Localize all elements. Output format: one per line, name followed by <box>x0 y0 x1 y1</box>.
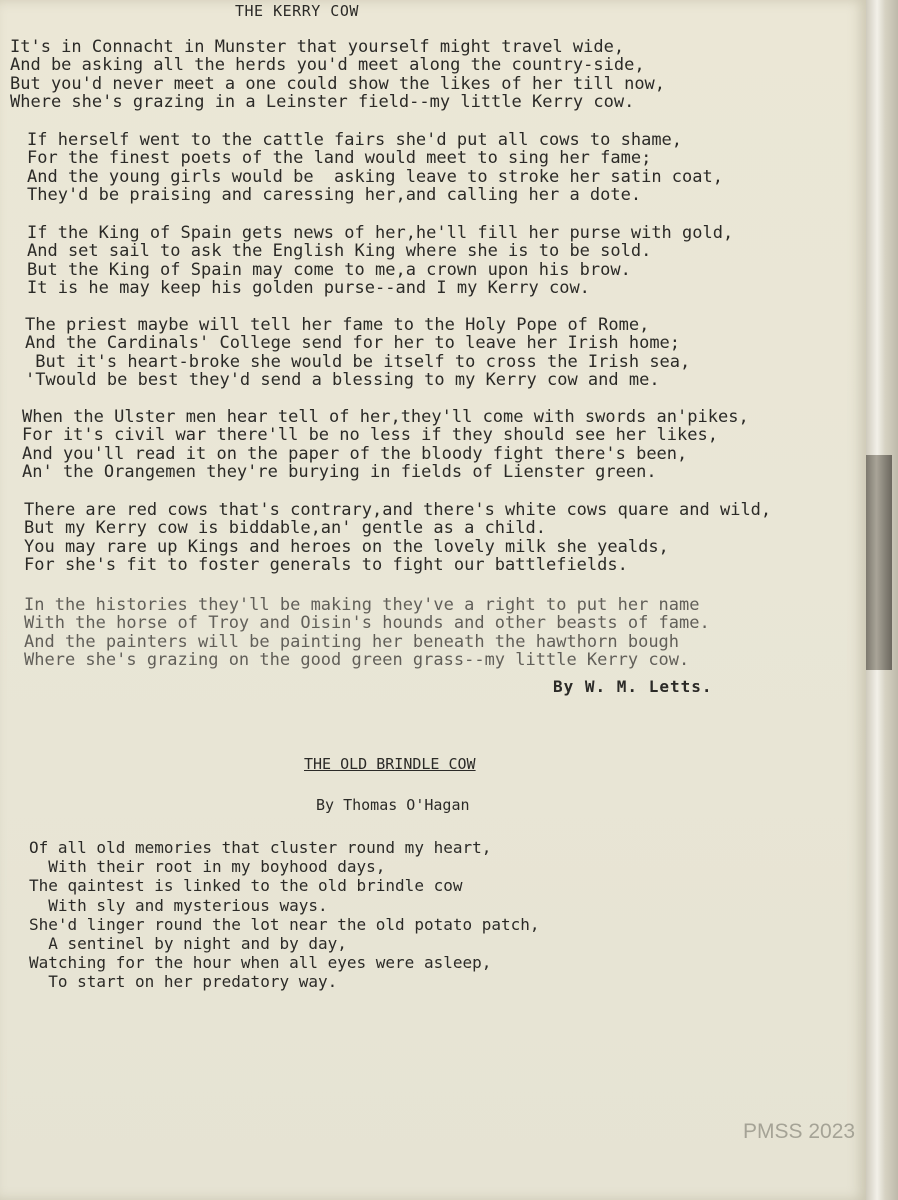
poem-line: The priest maybe will tell her fame to the Holy Pope of Rome, <box>25 315 650 335</box>
poem-line: And the painters will be painting her beneath the hawthorn bough <box>24 631 680 652</box>
poem-line: For it's civil war there'll be no less if they should see her likes, <box>22 425 718 446</box>
poem-line: With their root in my boyhood days, <box>29 857 386 877</box>
poem-line: When the Ulster men hear tell of her,they'll come with swords an'pikes, <box>22 407 749 427</box>
poem-line: If the King of Spain gets news of her,he'll fill her purse with gold, <box>27 223 734 243</box>
poem-line: The qaintest is linked to the old brindle cow <box>29 876 463 896</box>
binding-shadow <box>866 455 892 670</box>
poem-line: In the histories they'll be making they've a right to put her name <box>24 595 700 615</box>
stanza-2 <box>27 131 723 205</box>
poem-line: An' the Orangemen they're burying in fields of Lienster green. <box>22 462 657 483</box>
poem-title-old-brindle-cow: THE OLD BRINDLE COW <box>304 755 476 773</box>
poem-line: If herself went to the cattle fairs she'd put all cows to shame, <box>27 130 683 150</box>
poem-line: But you'd never meet a one could show the likes of her till now, <box>10 73 666 94</box>
poem-line: And the Cardinals' College send for her to leave her Irish home; <box>25 333 681 354</box>
stanza-4 <box>25 316 690 390</box>
poem-line: With the horse of Troy and Oisin's hounds and other beasts of fame. <box>24 613 710 634</box>
poem-line: A sentinel by night and by day, <box>29 934 347 954</box>
watermark: PMSS 2023 <box>743 1120 856 1143</box>
poem-line: Watching for the hour when all eyes were asleep, <box>29 953 492 973</box>
stanza-5 <box>22 408 749 482</box>
poem-line: And the young girls would be asking leave to stroke her satin coat, <box>27 166 723 187</box>
poem-line: But it's heart-broke she would be itself to cross the Irish sea, <box>25 351 691 372</box>
stanza-6 <box>24 501 771 575</box>
poem-line: To start on her predatory way. <box>29 972 338 992</box>
poem-line: For the finest poets of the land would meet to sing her fame; <box>27 148 652 169</box>
poem-line: Where she's grazing in a Leinster field--my little Kerry cow. <box>10 92 635 113</box>
poem-line: You may rare up Kings and heroes on the lovely milk she yealds, <box>24 536 669 557</box>
poem-line: For she's fit to foster generals to fight our battlefields. <box>24 555 628 576</box>
poem-title-kerry-cow: THE KERRY COW <box>235 2 359 20</box>
poem-byline-letts: By W. M. Letts. <box>553 677 713 696</box>
poem-line: Where she's grazing on the good green grass--my little Kerry cow. <box>24 650 690 671</box>
poem-line: With sly and mysterious ways. <box>29 895 328 915</box>
poem-line: There are red cows that's contrary,and there's white cows quare and wild, <box>24 500 772 520</box>
poem-line: Of all old memories that cluster round my heart, <box>29 838 492 857</box>
poem-line: But the King of Spain may come to me,a crown upon his brow. <box>27 259 631 280</box>
poem-line: 'Twould be best they'd send a blessing to my Kerry cow and me. <box>25 370 660 391</box>
stanza-7 <box>24 596 710 670</box>
stanza-1 <box>10 38 665 112</box>
poem-byline-ohagan: By Thomas O'Hagan <box>316 796 470 814</box>
poem-line: But my Kerry cow is biddable,an' gentle as a child. <box>24 518 546 539</box>
poem-line: It is he may keep his golden purse--and I my Kerry cow. <box>27 278 590 299</box>
poem-line: And set sail to ask the English King where she is to be sold. <box>27 241 652 262</box>
stanza-3 <box>27 224 733 298</box>
stanza-brindle-cow <box>29 838 540 992</box>
poem-line: And be asking all the herds you'd meet along the country-side, <box>10 55 645 76</box>
poem-line: And you'll read it on the paper of the bloody fight there's been, <box>22 443 688 464</box>
poem-line: They'd be praising and caressing her,and calling her a dote. <box>27 185 642 206</box>
poem-line: She'd linger round the lot near the old potato patch, <box>29 914 540 934</box>
poem-line: It's in Connacht in Munster that yourself might travel wide, <box>10 37 625 57</box>
